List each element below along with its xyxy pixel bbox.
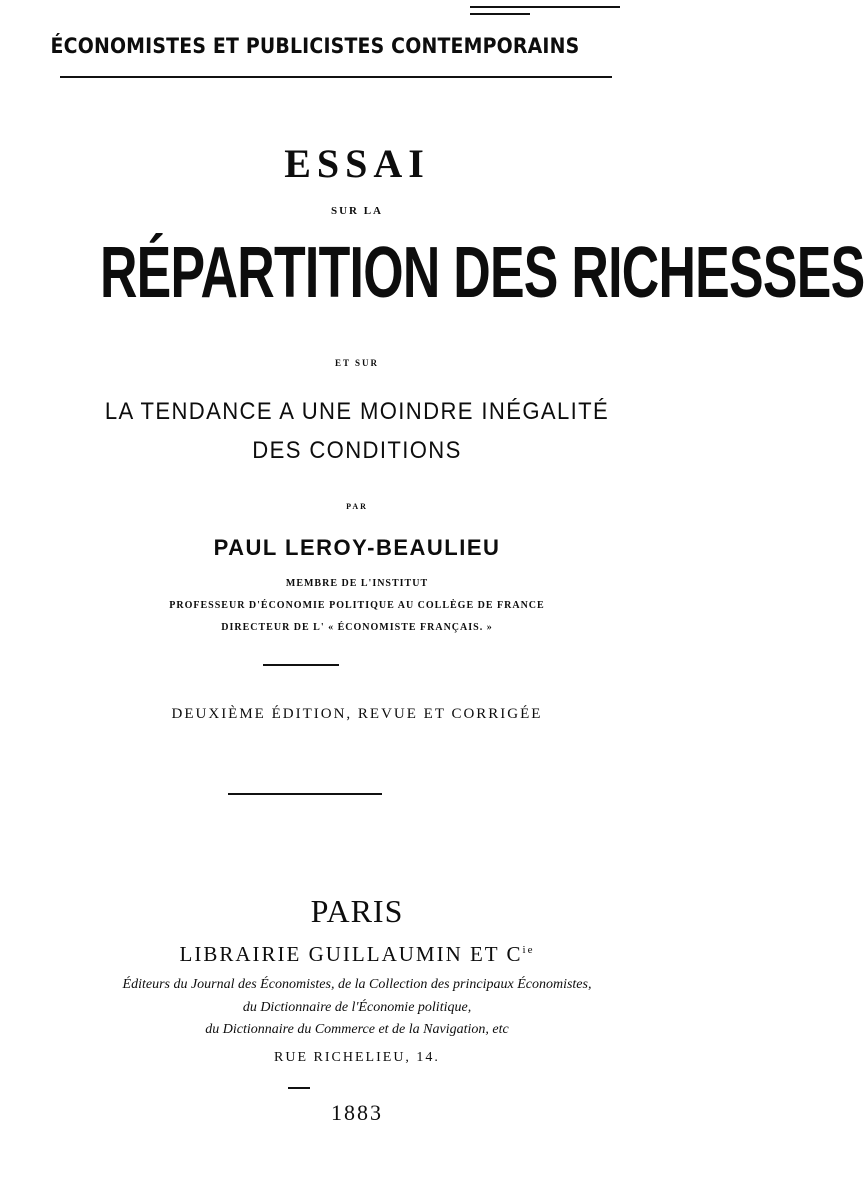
publisher-name bbox=[0, 942, 714, 967]
publisher-name-text: LIBRAIRIE GUILLAUMIN ET C bbox=[179, 942, 523, 966]
essay-word: ESSAI bbox=[284, 141, 430, 186]
main-title: RÉPARTITION DES RICHESSES bbox=[99, 233, 864, 313]
series-title: ÉCONOMISTES ET PUBLICISTES CONTEMPORAINS bbox=[50, 34, 580, 58]
author-title-1: MEMBRE DE L'INSTITUT bbox=[285, 578, 429, 589]
series-rule bbox=[60, 76, 612, 78]
author-title-3: DIRECTEUR DE L' « ÉCONOMISTE FRANÇAIS. » bbox=[221, 622, 493, 633]
author-name: PAUL LEROY-BEAULIEU bbox=[213, 535, 501, 560]
publication-year: 1883 bbox=[331, 1100, 383, 1125]
street-address: RUE RICHELIEU, 14. bbox=[274, 1050, 440, 1065]
publisher-info-3: du Dictionnaire du Commerce et de la Navigation, etc bbox=[205, 1022, 509, 1037]
top-mark-rule bbox=[470, 6, 620, 8]
divider-rule-2 bbox=[228, 793, 382, 795]
publisher-suffix: ie bbox=[522, 944, 535, 956]
divider-rule-1 bbox=[263, 664, 339, 666]
city: PARIS bbox=[310, 893, 404, 929]
publisher-info-2: du Dictionnaire de l'Économie politique, bbox=[242, 1000, 472, 1015]
subtitle-line-2: DES CONDITIONS bbox=[252, 437, 462, 464]
et-sur: ET SUR bbox=[334, 358, 380, 368]
edition-line: DEUXIÈME ÉDITION, REVUE ET CORRIGÉE bbox=[171, 706, 543, 722]
divider-rule-3 bbox=[288, 1087, 310, 1089]
publisher-info-1: Éditeurs du Journal des Économistes, de la Collection des principaux Économistes, bbox=[122, 977, 592, 992]
par: PAR bbox=[346, 502, 368, 511]
subtitle-line-1: LA TENDANCE A UNE MOINDRE INÉGALITÉ bbox=[104, 398, 610, 425]
author-title-2: PROFESSEUR D'ÉCONOMIE POLITIQUE AU COLLÈGE DE FRANCE bbox=[169, 600, 545, 611]
sur-la: SUR LA bbox=[330, 205, 384, 217]
top-mark-rule-short bbox=[470, 13, 530, 15]
